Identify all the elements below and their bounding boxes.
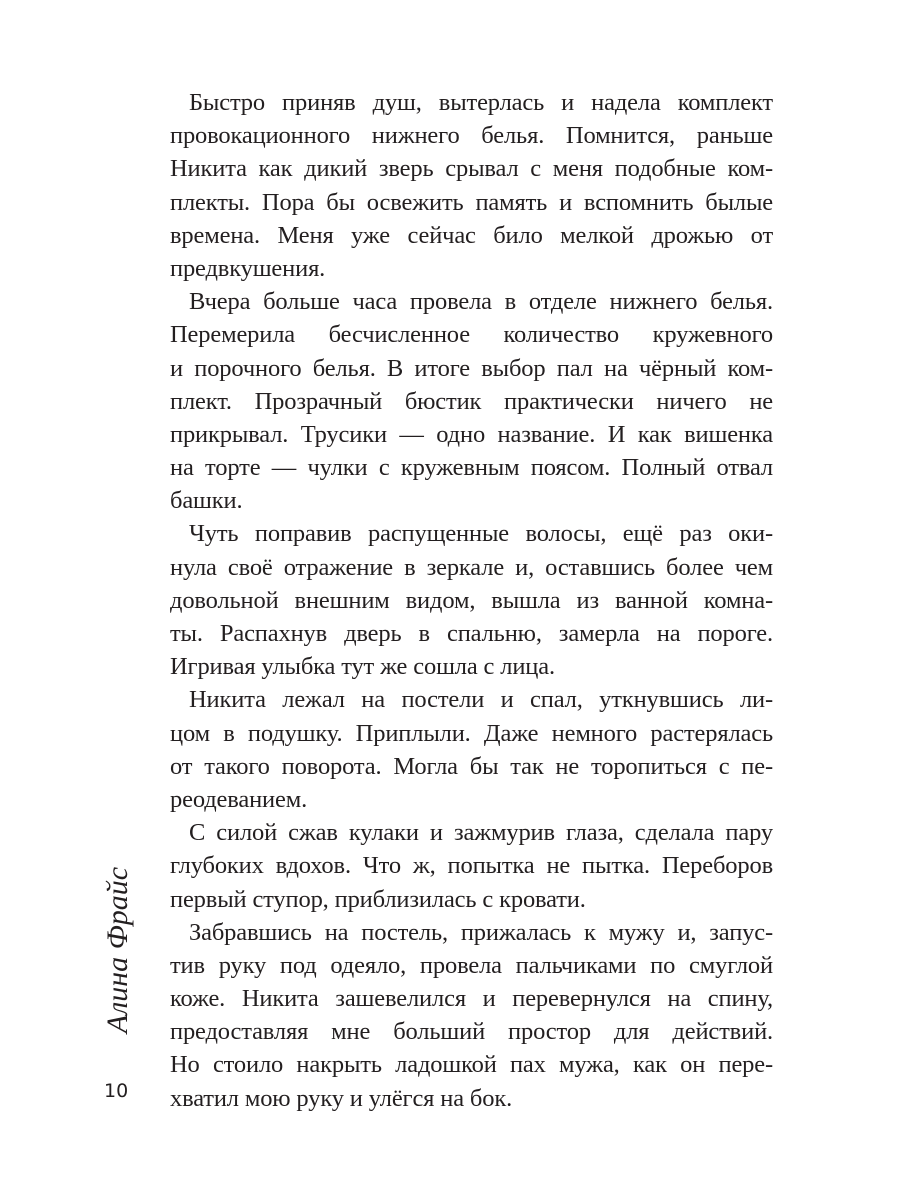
text-line: прикрывал. Трусики — одно название. И как вишенка — [170, 420, 773, 448]
text-line: глубоких вдохов. Что ж, попытка не пытка. Переборов — [170, 852, 773, 880]
text-line: башки. — [170, 487, 243, 515]
text-line: Быстро приняв душ, вытерлась и надела комплект — [189, 89, 773, 116]
text-line: и порочного белья. В итоге выбор пал на чёрный ком- — [170, 354, 773, 382]
text-line: цом в подушку. Приплыли. Даже немного растерялась — [170, 719, 773, 747]
text-line: Игривая улыбка тут же сошла с лица. — [170, 653, 555, 681]
text-line: первый ступор, приблизилась с кровати. — [170, 885, 586, 913]
text-line: ты. Распахнув дверь в спальню, замерла на пороге. — [170, 620, 773, 647]
text-line: времена. Меня уже сейчас било мелкой дрожью от — [170, 221, 773, 249]
text-line: хватил мою руку и улёгся на бок. — [170, 1084, 513, 1112]
text-line: Забравшись на постель, прижалась к мужу и, запус- — [189, 918, 773, 946]
text-line: коже. Никита зашевелился и перевернулся на спину, — [170, 985, 773, 1013]
text-line: С силой сжав кулаки и зажмурив глаза, сделала пару — [189, 819, 773, 847]
text-line: нула своё отражение в зеркале и, оставшись более чем — [170, 553, 773, 581]
text-line: Чуть поправив распущенные волосы, ещё раз оки- — [189, 520, 773, 548]
text-line: провокационного нижнего белья. Помнится, раньше — [170, 122, 773, 150]
text-line: реодеванием. — [170, 785, 308, 813]
text-line: плекты. Пора бы освежить память и вспомнить былые — [170, 188, 773, 216]
text-line: предоставляя мне больший простор для действий. — [170, 1018, 773, 1046]
text-line: довольной внешним видом, вышла из ванной комна- — [170, 586, 773, 614]
text-line: Никита как дикий зверь срывал с меня подобные ком- — [170, 155, 773, 183]
text-line: плект. Прозрачный бюстик практически ничего не — [170, 387, 773, 415]
text-line: Но стоило накрыть ладошкой пах мужа, как он пере- — [170, 1051, 773, 1079]
text-line: предвкушения. — [170, 254, 326, 282]
body-text — [170, 86, 773, 1115]
text-line: тив руку под одеяло, провела пальчиками по смуглой — [170, 951, 773, 979]
page-number: 10 — [104, 1080, 129, 1102]
text-line: от такого поворота. Могла бы так не торопиться с пе- — [170, 752, 773, 780]
text-line: на торте — чулки с кружевным поясом. Полный отвал — [170, 454, 773, 482]
text-line: Вчера больше часа провела в отделе нижнего белья. — [189, 288, 773, 316]
text-line: Никита лежал на постели и спал, уткнувшись ли- — [189, 686, 773, 714]
running-title-author: Алина Фрайс — [101, 866, 134, 1034]
text-line: Перемерила бесчисленное количество кружевного — [170, 321, 773, 349]
